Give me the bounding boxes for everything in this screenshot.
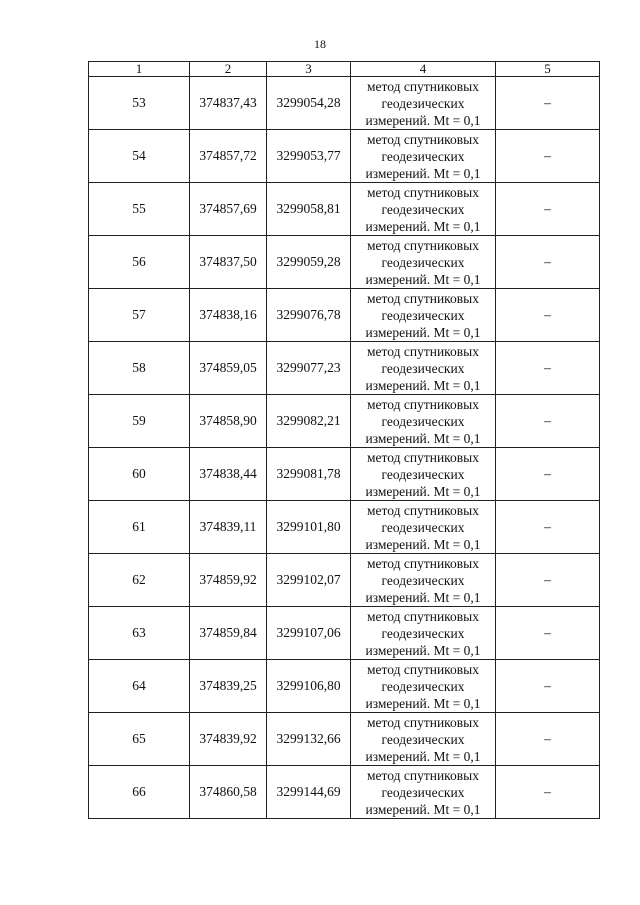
x-coordinate-cell: 374859,05 bbox=[190, 342, 267, 395]
method-text-line: измерений. Mt = 0,1 bbox=[365, 695, 481, 711]
method-cell bbox=[351, 607, 496, 660]
method-text-line: геодезических bbox=[381, 307, 465, 323]
method-text-line: метод спутниковых bbox=[367, 608, 479, 624]
method-text-line: метод спутниковых bbox=[367, 78, 479, 94]
method-text-line: метод спутниковых bbox=[367, 290, 479, 306]
table-row bbox=[89, 183, 600, 236]
point-number-cell: 59 bbox=[89, 395, 190, 448]
method-text-line: метод спутниковых bbox=[367, 449, 479, 465]
method-text-line: геодезических bbox=[381, 254, 465, 270]
note-cell: – bbox=[496, 183, 600, 236]
table-row bbox=[89, 501, 600, 554]
x-coordinate-cell: 374857,72 bbox=[190, 130, 267, 183]
method-text-line: геодезических bbox=[381, 95, 465, 111]
table-row bbox=[89, 607, 600, 660]
table-row bbox=[89, 554, 600, 607]
note-cell: – bbox=[496, 77, 600, 130]
y-coordinate-cell: 3299054,28 bbox=[267, 77, 351, 130]
note-cell: – bbox=[496, 289, 600, 342]
point-number-cell: 64 bbox=[89, 660, 190, 713]
method-text-line: геодезических bbox=[381, 201, 465, 217]
method-text-line: геодезических bbox=[381, 572, 465, 588]
column-header-4: 4 bbox=[351, 62, 496, 77]
note-cell: – bbox=[496, 554, 600, 607]
method-text-line: геодезических bbox=[381, 678, 465, 694]
column-header-2: 2 bbox=[190, 62, 267, 77]
method-text-line: измерений. Mt = 0,1 bbox=[365, 218, 481, 234]
method-text-line: измерений. Mt = 0,1 bbox=[365, 589, 481, 605]
x-coordinate-cell: 374859,92 bbox=[190, 554, 267, 607]
note-cell: – bbox=[496, 130, 600, 183]
x-coordinate-cell: 374858,90 bbox=[190, 395, 267, 448]
point-number-cell: 62 bbox=[89, 554, 190, 607]
method-text-line: метод спутниковых bbox=[367, 396, 479, 412]
method-text-line: измерений. Mt = 0,1 bbox=[365, 483, 481, 499]
method-text-line: метод спутниковых bbox=[367, 343, 479, 359]
y-coordinate-cell: 3299053,77 bbox=[267, 130, 351, 183]
method-text-line: геодезических bbox=[381, 148, 465, 164]
note-cell: – bbox=[496, 713, 600, 766]
x-coordinate-cell: 374839,11 bbox=[190, 501, 267, 554]
method-text-line: измерений. Mt = 0,1 bbox=[365, 112, 481, 128]
note-cell: – bbox=[496, 660, 600, 713]
table-row bbox=[89, 342, 600, 395]
x-coordinate-cell: 374837,50 bbox=[190, 236, 267, 289]
point-number-cell: 66 bbox=[89, 766, 190, 819]
method-text-line: геодезических bbox=[381, 466, 465, 482]
y-coordinate-cell: 3299076,78 bbox=[267, 289, 351, 342]
method-text-line: геодезических bbox=[381, 360, 465, 376]
x-coordinate-cell: 374838,44 bbox=[190, 448, 267, 501]
y-coordinate-cell: 3299058,81 bbox=[267, 183, 351, 236]
method-cell bbox=[351, 395, 496, 448]
table-row bbox=[89, 130, 600, 183]
method-text-line: геодезических bbox=[381, 731, 465, 747]
method-text-line: геодезических bbox=[381, 625, 465, 641]
table-row bbox=[89, 77, 600, 130]
method-text-line: метод спутниковых bbox=[367, 237, 479, 253]
x-coordinate-cell: 374839,25 bbox=[190, 660, 267, 713]
x-coordinate-cell: 374838,16 bbox=[190, 289, 267, 342]
point-number-cell: 56 bbox=[89, 236, 190, 289]
x-coordinate-cell: 374837,43 bbox=[190, 77, 267, 130]
method-text-line: геодезических bbox=[381, 413, 465, 429]
method-cell bbox=[351, 77, 496, 130]
page-number: 18 bbox=[314, 37, 326, 51]
method-text-line: измерений. Mt = 0,1 bbox=[365, 801, 481, 817]
method-cell bbox=[351, 289, 496, 342]
method-cell bbox=[351, 660, 496, 713]
column-header-1: 1 bbox=[89, 62, 190, 77]
method-cell bbox=[351, 342, 496, 395]
y-coordinate-cell: 3299132,66 bbox=[267, 713, 351, 766]
x-coordinate-cell: 374859,84 bbox=[190, 607, 267, 660]
y-coordinate-cell: 3299101,80 bbox=[267, 501, 351, 554]
method-text-line: измерений. Mt = 0,1 bbox=[365, 165, 481, 181]
method-text-line: измерений. Mt = 0,1 bbox=[365, 377, 481, 393]
method-text-line: измерений. Mt = 0,1 bbox=[365, 748, 481, 764]
method-text-line: измерений. Mt = 0,1 bbox=[365, 271, 481, 287]
table-body bbox=[89, 77, 600, 819]
note-cell: – bbox=[496, 766, 600, 819]
point-number-cell: 54 bbox=[89, 130, 190, 183]
table-row bbox=[89, 448, 600, 501]
method-cell bbox=[351, 130, 496, 183]
y-coordinate-cell: 3299106,80 bbox=[267, 660, 351, 713]
y-coordinate-cell: 3299102,07 bbox=[267, 554, 351, 607]
method-text-line: метод спутниковых bbox=[367, 131, 479, 147]
method-text-line: метод спутниковых bbox=[367, 502, 479, 518]
column-header-5: 5 bbox=[496, 62, 600, 77]
method-cell bbox=[351, 236, 496, 289]
table-row bbox=[89, 766, 600, 819]
x-coordinate-cell: 374860,58 bbox=[190, 766, 267, 819]
point-number-cell: 57 bbox=[89, 289, 190, 342]
x-coordinate-cell: 374857,69 bbox=[190, 183, 267, 236]
point-number-cell: 65 bbox=[89, 713, 190, 766]
note-cell: – bbox=[496, 236, 600, 289]
table-row bbox=[89, 395, 600, 448]
method-text-line: метод спутниковых bbox=[367, 555, 479, 571]
table-row bbox=[89, 289, 600, 342]
method-cell bbox=[351, 501, 496, 554]
note-cell: – bbox=[496, 448, 600, 501]
method-text-line: измерений. Mt = 0,1 bbox=[365, 430, 481, 446]
method-cell bbox=[351, 766, 496, 819]
y-coordinate-cell: 3299081,78 bbox=[267, 448, 351, 501]
note-cell: – bbox=[496, 607, 600, 660]
note-cell: – bbox=[496, 501, 600, 554]
method-text-line: измерений. Mt = 0,1 bbox=[365, 324, 481, 340]
method-cell bbox=[351, 448, 496, 501]
note-cell: – bbox=[496, 342, 600, 395]
method-text-line: метод спутниковых bbox=[367, 767, 479, 783]
method-text-line: измерений. Mt = 0,1 bbox=[365, 642, 481, 658]
header-row bbox=[89, 62, 600, 77]
y-coordinate-cell: 3299082,21 bbox=[267, 395, 351, 448]
table-row bbox=[89, 660, 600, 713]
point-number-cell: 58 bbox=[89, 342, 190, 395]
method-cell bbox=[351, 713, 496, 766]
x-coordinate-cell: 374839,92 bbox=[190, 713, 267, 766]
y-coordinate-cell: 3299077,23 bbox=[267, 342, 351, 395]
method-text-line: метод спутниковых bbox=[367, 184, 479, 200]
point-number-cell: 63 bbox=[89, 607, 190, 660]
table-row bbox=[89, 236, 600, 289]
method-cell bbox=[351, 183, 496, 236]
point-number-cell: 60 bbox=[89, 448, 190, 501]
point-number-cell: 55 bbox=[89, 183, 190, 236]
method-text-line: геодезических bbox=[381, 519, 465, 535]
coordinates-table bbox=[88, 61, 600, 819]
table-row bbox=[89, 713, 600, 766]
method-text-line: метод спутниковых bbox=[367, 661, 479, 677]
point-number-cell: 53 bbox=[89, 77, 190, 130]
method-text-line: измерений. Mt = 0,1 bbox=[365, 536, 481, 552]
y-coordinate-cell: 3299059,28 bbox=[267, 236, 351, 289]
method-text-line: геодезических bbox=[381, 784, 465, 800]
method-text-line: метод спутниковых bbox=[367, 714, 479, 730]
column-header-3: 3 bbox=[267, 62, 351, 77]
note-cell: – bbox=[496, 395, 600, 448]
y-coordinate-cell: 3299144,69 bbox=[267, 766, 351, 819]
point-number-cell: 61 bbox=[89, 501, 190, 554]
y-coordinate-cell: 3299107,06 bbox=[267, 607, 351, 660]
method-cell bbox=[351, 554, 496, 607]
